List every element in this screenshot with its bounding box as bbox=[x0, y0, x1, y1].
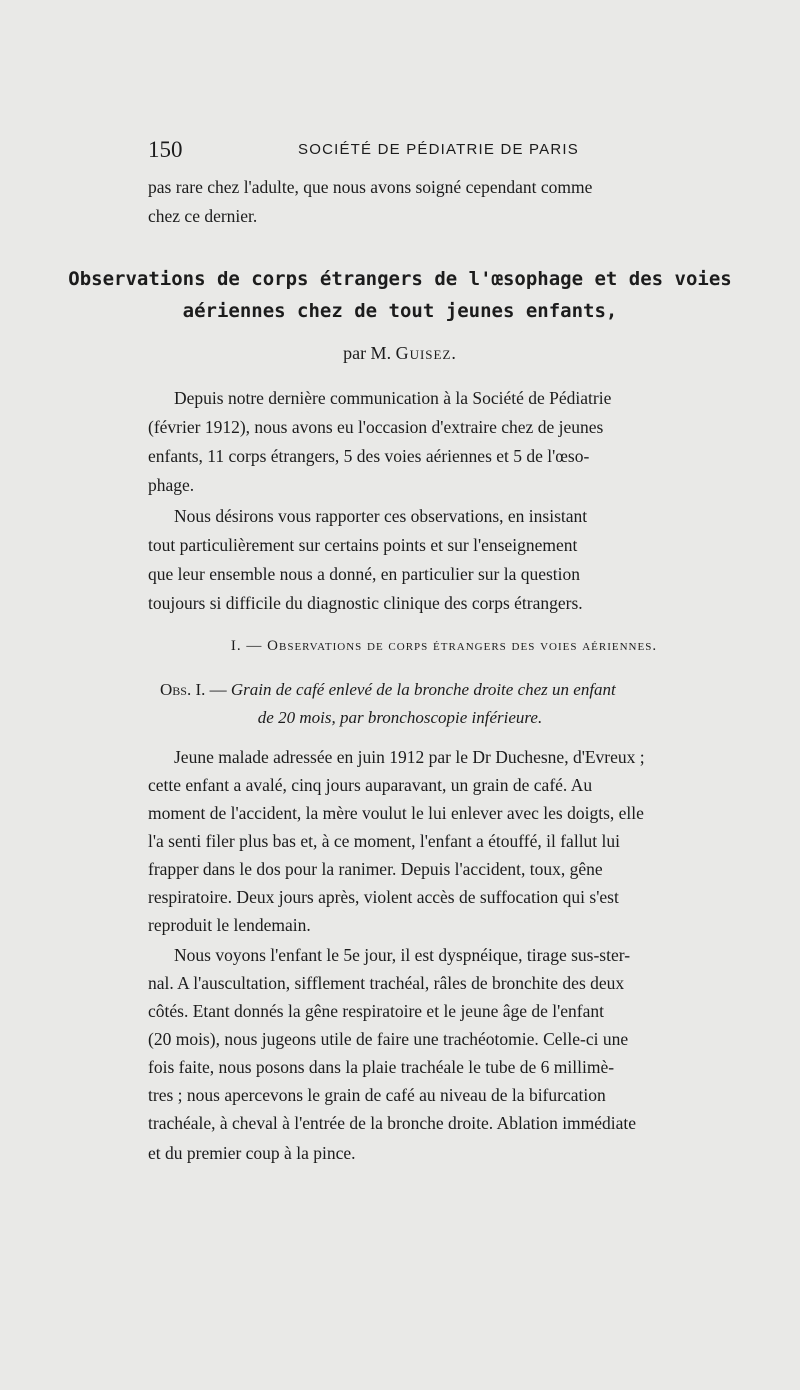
paragraph-line: tout particulièrement sur certains points et sur l'enseignement bbox=[148, 535, 578, 555]
paragraph-line: nal. A l'auscultation, sifflement trachéal, râles de bronchite des deux bbox=[148, 973, 625, 993]
paragraph-line: enfants, 11 corps étrangers, 5 des voies aériennes et 5 de l'œso- bbox=[148, 446, 590, 466]
intro-line: chez ce dernier. bbox=[148, 206, 258, 226]
paragraph-line: côtés. Etant donnés la gêne respiratoire et le jeune âge de l'enfant bbox=[148, 1001, 605, 1021]
article-byline bbox=[0, 343, 800, 364]
paragraph-line: cette enfant a avalé, cinq jours auparavant, un grain de café. Au bbox=[148, 775, 593, 795]
paragraph-line: fois faite, nous posons dans la plaie trachéale le tube de 6 millimè- bbox=[148, 1057, 615, 1077]
paragraph-line: tres ; nous apercevons le grain de café au niveau de la bifurcation bbox=[148, 1085, 606, 1105]
article-title-line2: aériennes chez de tout jeunes enfants, bbox=[182, 300, 618, 322]
observation-title-line1 bbox=[160, 680, 752, 700]
paragraph-line: toujours si difficile du diagnostic clinique des corps étrangers. bbox=[148, 593, 583, 613]
paragraph-line: (20 mois), nous jugeons utile de faire une trachéotomie. Celle-ci une bbox=[148, 1029, 629, 1049]
paragraph-line: Depuis notre dernière communication à la Société de Pédiatrie bbox=[174, 388, 612, 408]
page-header bbox=[148, 137, 740, 167]
paragraph-line: frapper dans le dos pour la ranimer. Depuis l'accident, toux, gêne bbox=[148, 859, 603, 879]
section-heading: I. — Observations de corps étrangers des voies aériennes. bbox=[230, 638, 658, 654]
byline-author: Guisez. bbox=[395, 343, 457, 363]
paragraph-line: que leur ensemble nous a donné, en particulier sur la question bbox=[148, 564, 581, 584]
paragraph-line: phage. bbox=[148, 475, 195, 495]
paragraph-line: l'a senti filer plus bas et, à ce moment, l'enfant a étouffé, il fallut lui bbox=[148, 831, 621, 851]
paragraph-line: trachéale, à cheval à l'entrée de la bronche droite. Ablation immédiate bbox=[148, 1113, 637, 1133]
page-number: 150 bbox=[148, 137, 183, 162]
paragraph-line: (février 1912), nous avons eu l'occasion d'extraire chez de jeunes bbox=[148, 417, 604, 437]
paragraph-line: Nous voyons l'enfant le 5e jour, il est dyspnéique, tirage sus-ster- bbox=[174, 945, 631, 965]
running-title: SOCIÉTÉ DE PÉDIATRIE DE PARIS bbox=[298, 141, 579, 158]
paragraph-line: Nous désirons vous rapporter ces observations, en insistant bbox=[174, 506, 588, 526]
observation-title-line2: de 20 mois, par bronchoscopie inférieure. bbox=[257, 708, 543, 727]
paragraph-line: respiratoire. Deux jours après, violent accès de suffocation qui s'est bbox=[148, 887, 619, 907]
paragraph-line: reproduit le lendemain. bbox=[148, 915, 311, 935]
article-title-line1: Observations de corps étrangers de l'œsophage et des voies bbox=[68, 268, 732, 290]
paragraph-line: et du premier coup à la pince. bbox=[148, 1143, 356, 1163]
observation-label: Obs. I. — bbox=[160, 680, 227, 699]
byline-prefix: par M. bbox=[343, 343, 392, 363]
observation-title-text: Grain de café enlevé de la bronche droite chez un enfant bbox=[230, 680, 616, 699]
paragraph-line: Jeune malade adressée en juin 1912 par le Dr Duchesne, d'Evreux ; bbox=[174, 747, 645, 767]
paragraph-line: moment de l'accident, la mère voulut le lui enlever avec les doigts, elle bbox=[148, 803, 644, 823]
intro-line: pas rare chez l'adulte, que nous avons soigné cependant comme bbox=[148, 177, 593, 197]
